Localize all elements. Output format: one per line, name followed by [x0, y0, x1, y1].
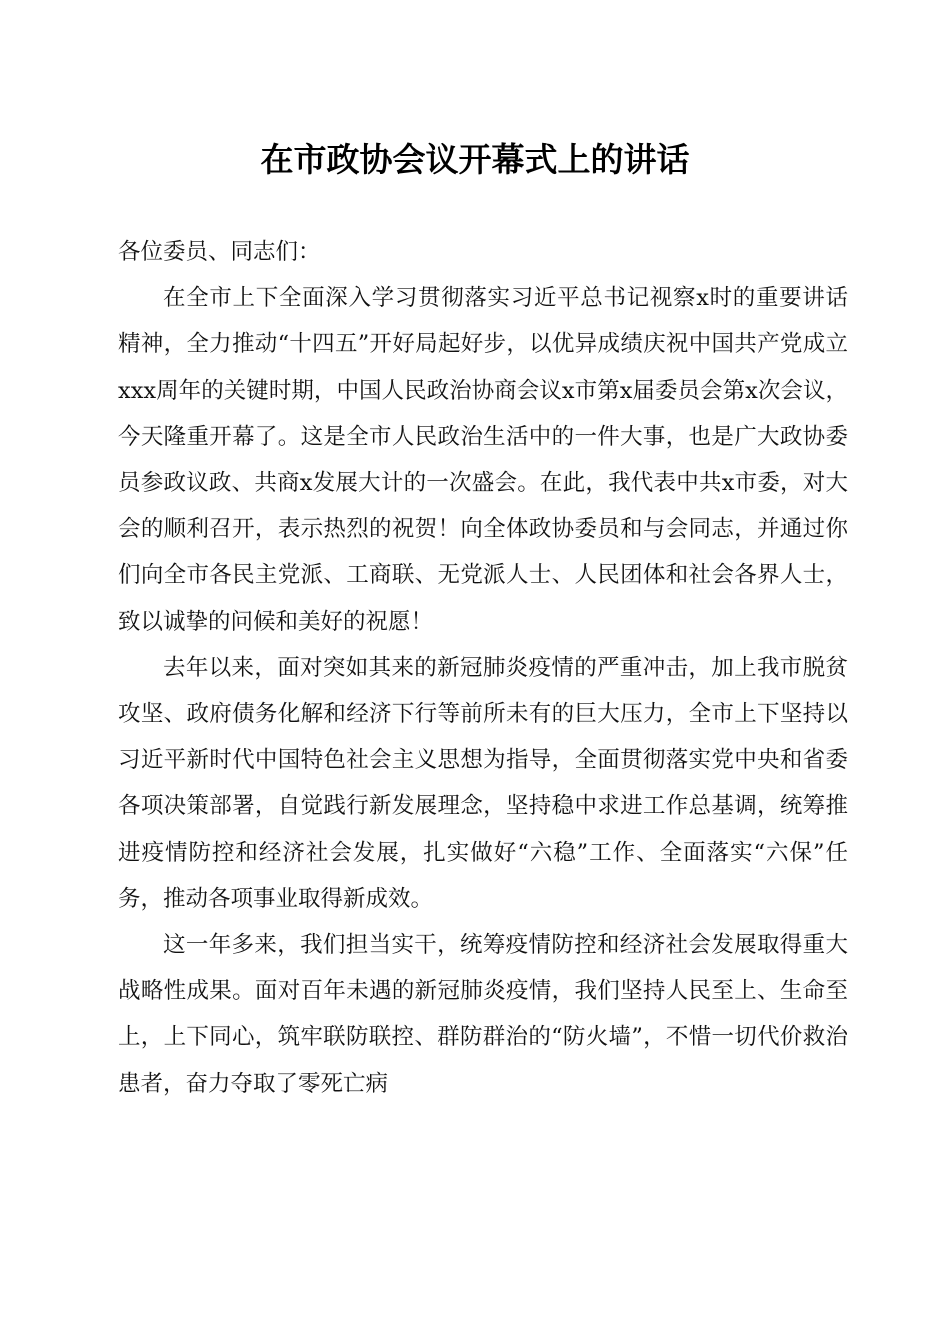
paragraph-3: 这一年多来，我们担当实干，统筹疫情防控和经济社会发展取得重大战略性成果。面对百年未遇的新冠肺炎疫情，我们坚持人民至上、生命至上，上下同心，筑牢联防联控、群防群治的“防火墙”，不惜一切代价救治患者，奋力夺取了零死亡病: [118, 932, 848, 1097]
paragraph-1: 在全市上下全面深入学习贯彻落实习近平总书记视察x时的重要讲话精神，全力推动“十四五”开好局起好步，以优异成绩庆祝中国共产党成立xxx周年的关键时期，中国人民政治协商会议x市第x届委员会第x次会议，今天隆重开幕了。这是全市人民政治生活中的一件大事，也是广大政协委员参政议政、共商x发展大计的一次盛会。在此，我代表中共x市委，对大会的顺利召开，表示热烈的祝贺！向全体政协委员和与会同志，并通过你们向全市各民主党派、工商联、无党派人士、人民团体和社会各界人士，致以诚挚的问候和美好的祝愿！: [118, 285, 848, 635]
paragraph-2: 去年以来，面对突如其来的新冠肺炎疫情的严重冲击，加上我市脱贫攻坚、政府债务化解和经济下行等前所未有的巨大压力，全市上下坚持以习近平新时代中国特色社会主义思想为指导，全面贯彻落实党中央和省委各项决策部署，自觉践行新发展理念，坚持稳中求进工作总基调，统筹推进疫情防控和经济社会发展，扎实做好“六稳”工作、全面落实“六保”任务，推动各项事业取得新成效。: [118, 654, 848, 912]
salutation: 各位委员、同志们：: [118, 239, 321, 265]
document-body: [118, 229, 848, 1107]
document-title: 在市政协会议开幕式上的讲话: [260, 140, 690, 179]
